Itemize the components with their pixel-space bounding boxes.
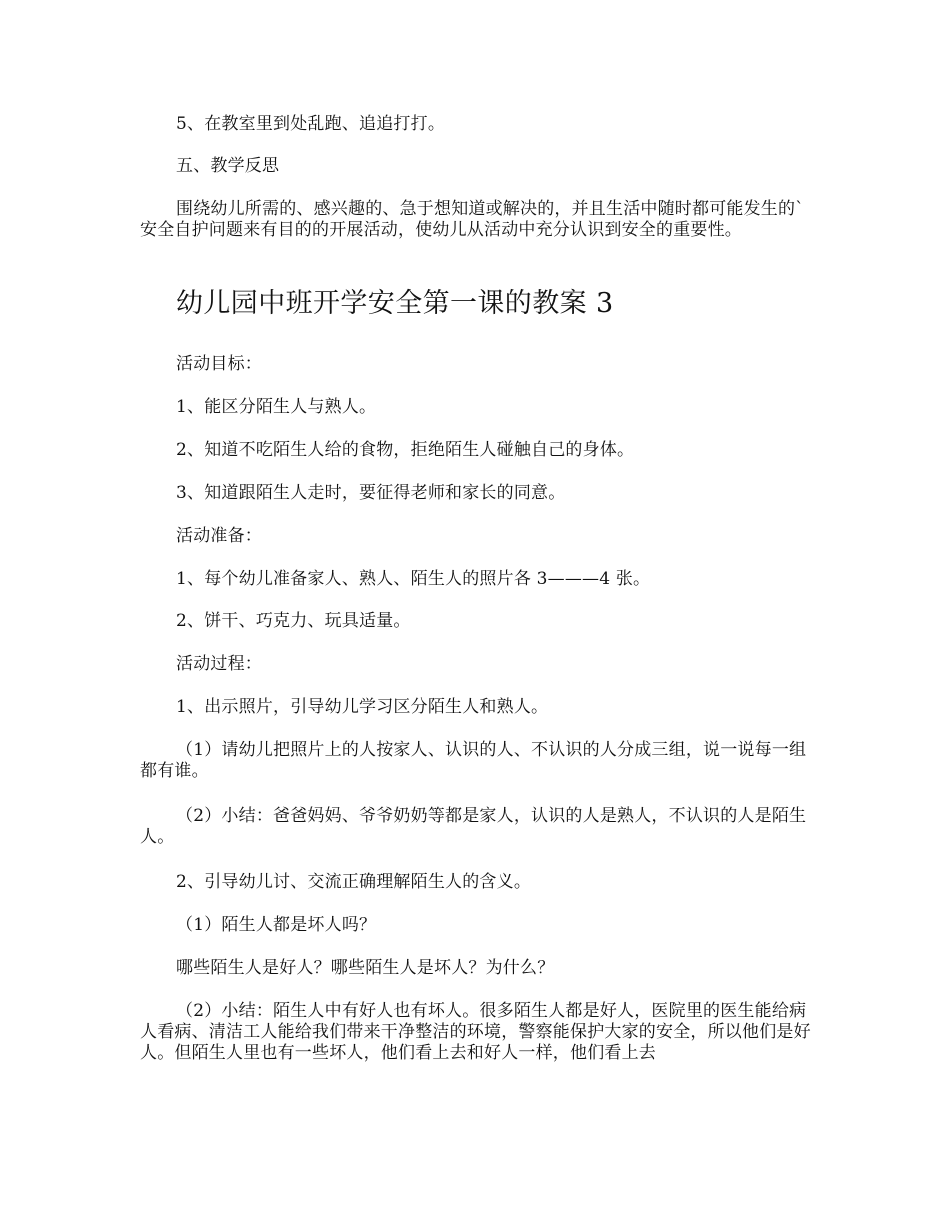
goals-label: 活动目标：	[176, 354, 262, 374]
process-step-2: 2、引导幼儿讨、交流正确理解陌生人的含义。	[176, 872, 532, 892]
process-step-1: 1、出示照片，引导幼儿学习区分陌生人和熟人。	[176, 697, 549, 717]
goal-item-3: 3、知道跟陌生人走时，要征得老师和家长的同意。	[176, 483, 566, 503]
process-step-2-2: （2）小结：陌生人中有好人也有坏人。很多陌生人都是好人，医院里的医生能给病人看病、清洁工人能给我们带来干净整洁的环境，警察能保护大家的安全，所以他们是好人。但陌生人里也有一些坏人，他们看上去和好人一样，他们看上去	[140, 1001, 811, 1063]
process-step-2-1: （1）陌生人都是坏人吗？	[176, 915, 377, 935]
goal-item-1: 1、能区分陌生人与熟人。	[176, 397, 377, 417]
paragraph-reflection: 围绕幼儿所需的、感兴趣的、急于想知道或解决的，并且生活中随时都可能发生的`安全自护问题来有目的的开展活动，使幼儿从活动中充分认识到安全的重要性。	[140, 199, 804, 240]
lesson-plan-heading: 幼儿园中班开学安全第一课的教案 3	[176, 288, 614, 319]
preparation-item-1: 1、每个幼儿准备家人、熟人、陌生人的照片各 3———4 张。	[176, 569, 651, 589]
process-step-2-1-question: 哪些陌生人是好人？哪些陌生人是坏人？为什么？	[176, 958, 555, 978]
preparation-label: 活动准备：	[176, 526, 262, 546]
preparation-item-2: 2、饼干、巧克力、玩具适量。	[176, 611, 411, 631]
process-step-1-1: （1）请幼儿把照片上的人按家人、认识的人、不认识的人分成三组，说一说每一组都有谁。	[140, 740, 807, 781]
paragraph-item-5: 5、在教室里到处乱跑、追追打打。	[176, 114, 446, 134]
goal-item-2: 2、知道不吃陌生人给的食物，拒绝陌生人碰触自己的身体。	[176, 440, 635, 460]
process-step-1-2: （2）小结：爸爸妈妈、爷爷奶奶等都是家人，认识的人是熟人，不认识的人是陌生人。	[140, 806, 807, 847]
section-heading-reflection: 五、教学反思	[176, 156, 280, 176]
process-label: 活动过程：	[176, 654, 262, 674]
